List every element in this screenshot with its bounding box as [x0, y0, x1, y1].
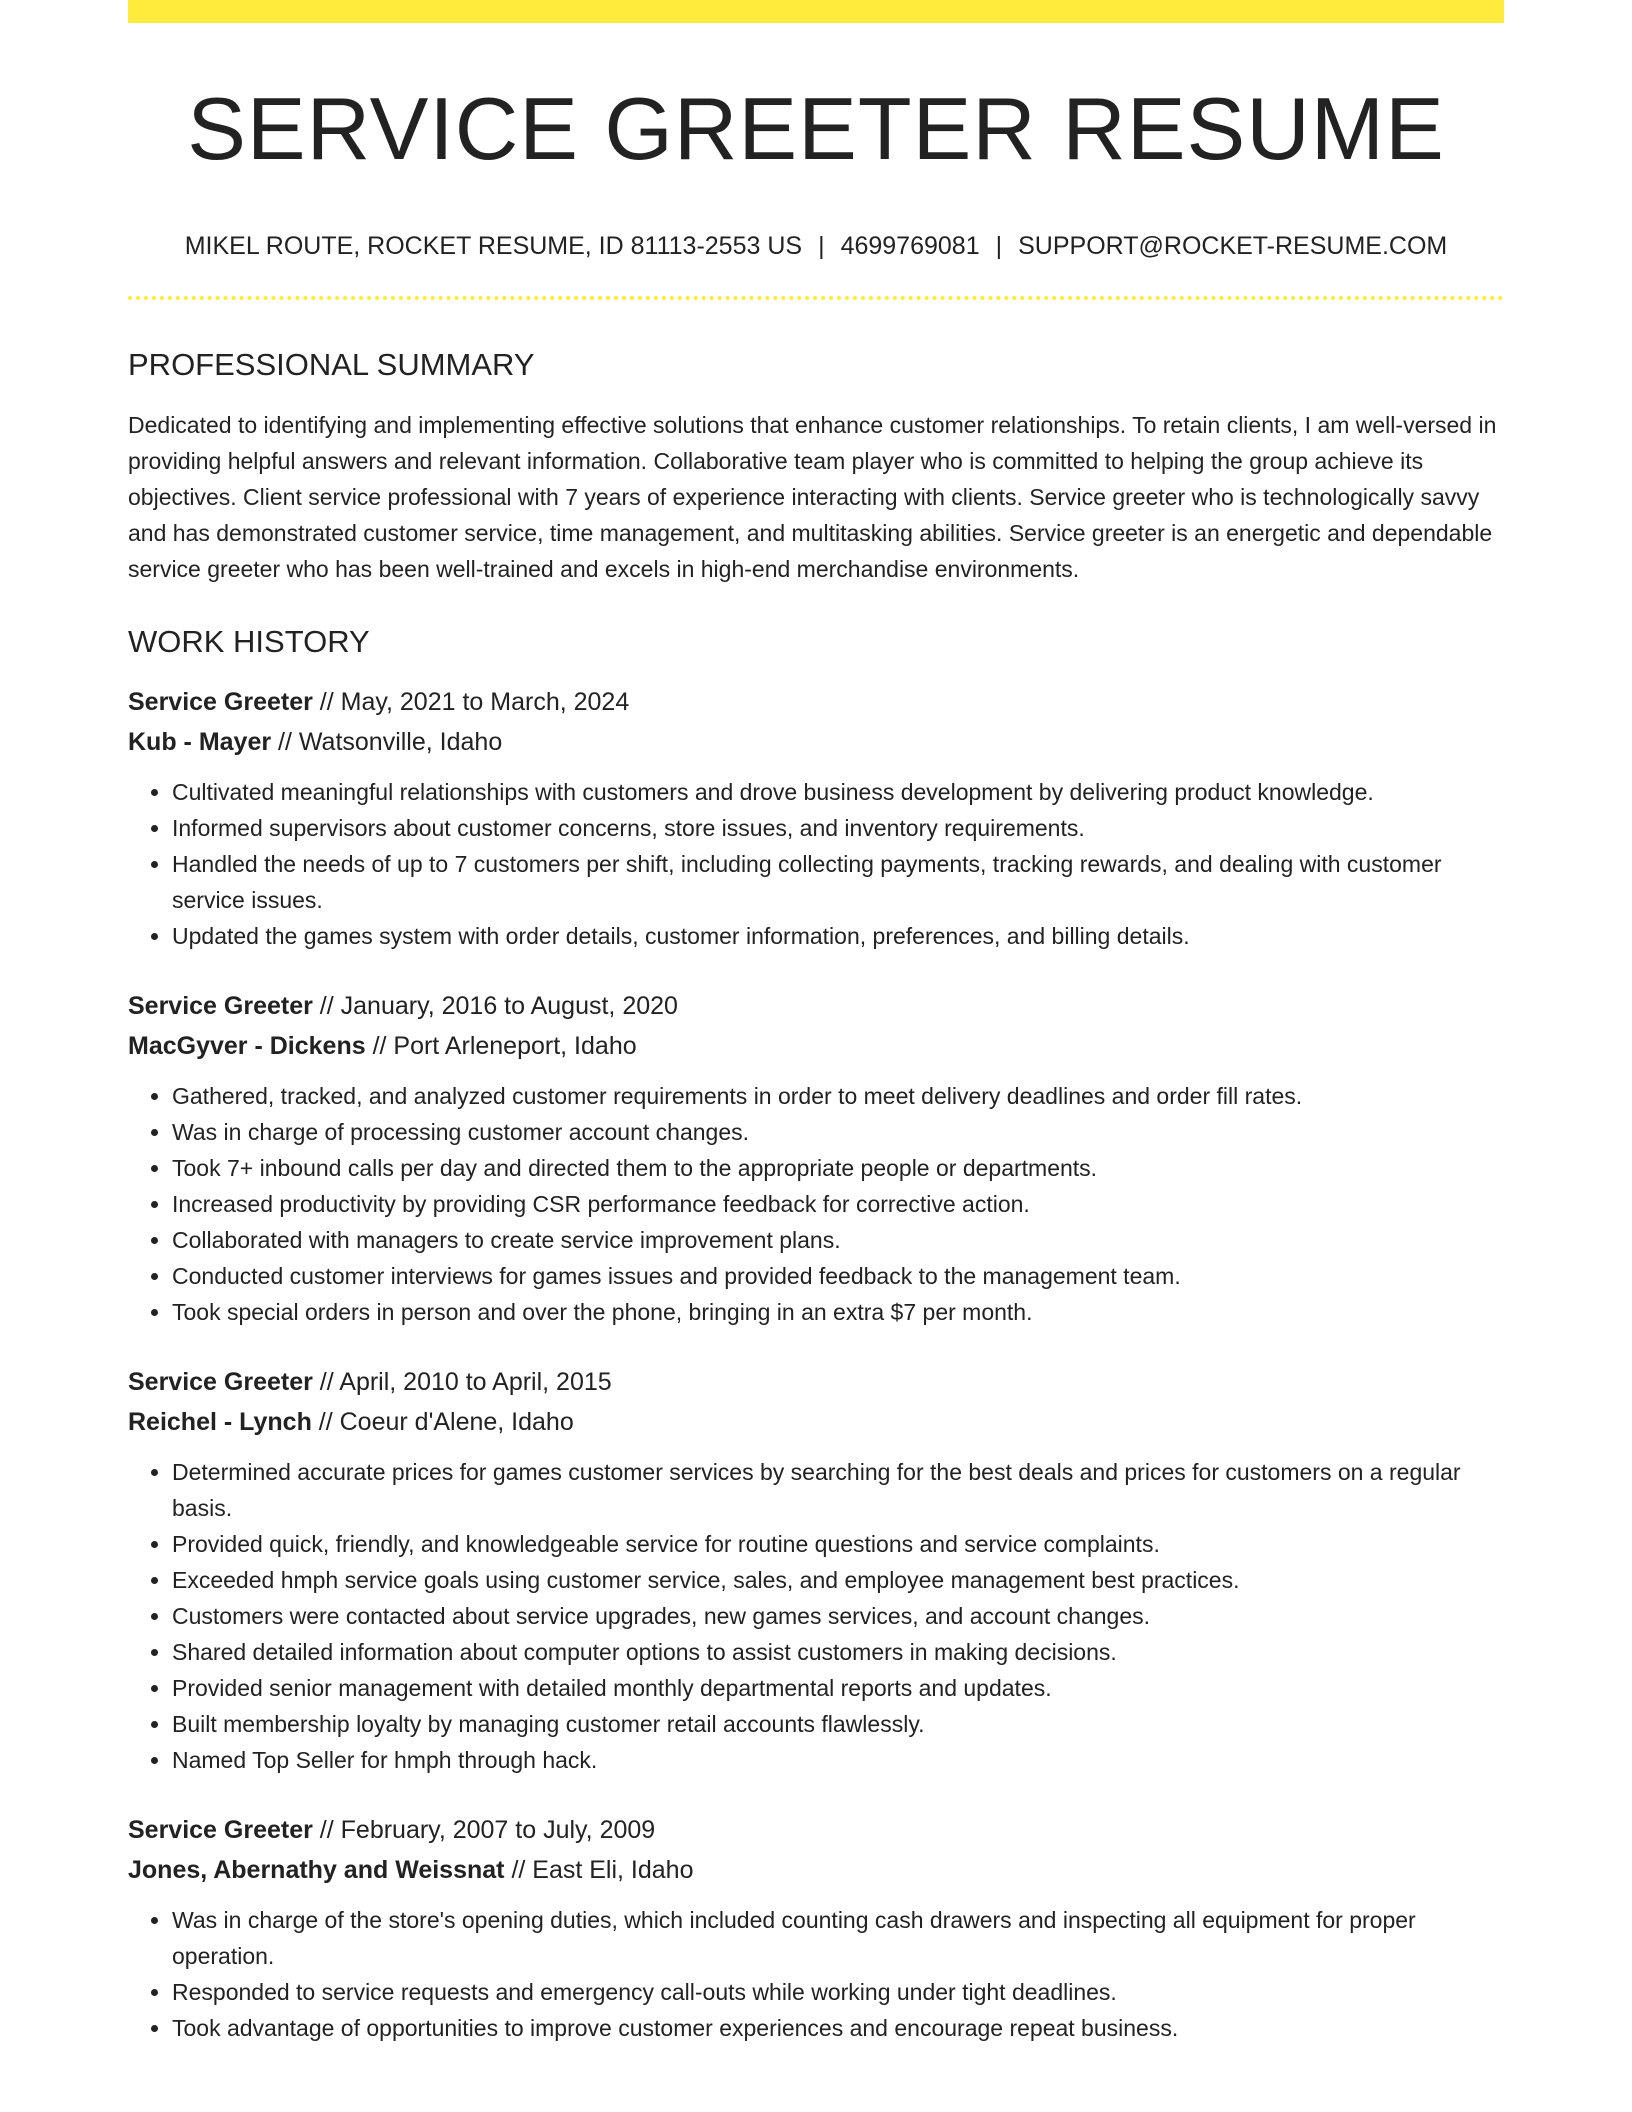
contact-phone: 4699769081	[840, 232, 980, 260]
job-location: // Watsonville, Idaho	[271, 728, 503, 757]
job-bullet-list	[128, 774, 1504, 954]
job-company-line	[128, 1026, 1504, 1066]
job-bullet-list	[128, 1078, 1504, 1330]
job-bullet: • Determined accurate prices for games customer services by searching for the best deals and prices for customers on a regular basis.	[172, 1454, 1504, 1526]
job-bullet: • Took advantage of opportunities to improve customer experiences and encourage repeat business.	[172, 2010, 1504, 2046]
top-accent-bar	[128, 0, 1504, 23]
job-dates: // May, 2021 to March, 2024	[312, 688, 630, 717]
contact-separator: |	[818, 232, 825, 260]
job-entry	[128, 1810, 1504, 2046]
job-bullet: • Shared detailed information about computer options to assist customers in making decisions.	[172, 1634, 1504, 1670]
work-history-heading: WORK HISTORY	[128, 624, 370, 660]
job-entry	[128, 682, 1504, 954]
job-company: Kub - Mayer	[128, 728, 272, 757]
job-bullet: • Provided senior management with detailed monthly departmental reports and updates.	[172, 1670, 1504, 1706]
job-dates: // April, 2010 to April, 2015	[312, 1368, 612, 1397]
job-dates: // January, 2016 to August, 2020	[312, 992, 678, 1021]
contact-line	[128, 231, 1504, 261]
job-title-line	[128, 1362, 1504, 1402]
job-company: Reichel - Lynch	[128, 1408, 312, 1437]
job-dates: // February, 2007 to July, 2009	[312, 1816, 656, 1845]
job-bullet: • Increased productivity by providing CSR performance feedback for corrective action.	[172, 1186, 1504, 1222]
job-bullet: • Provided quick, friendly, and knowledgeable service for routine questions and service complaints.	[172, 1526, 1504, 1562]
job-bullet: • Took special orders in person and over the phone, bringing in an extra $7 per month.	[172, 1294, 1504, 1330]
job-title-line	[128, 1810, 1504, 1850]
job-bullet: • Named Top Seller for hmph through hack.	[172, 1742, 1504, 1778]
summary-heading: PROFESSIONAL SUMMARY	[128, 347, 535, 382]
contact-separator: |	[995, 232, 1003, 260]
job-bullet-list	[128, 1902, 1504, 2046]
job-title-line	[128, 986, 1504, 1026]
job-bullet: • Collaborated with managers to create service improvement plans.	[172, 1222, 1504, 1258]
job-location: // Port Arleneport, Idaho	[365, 1032, 637, 1061]
job-entry	[128, 986, 1504, 1330]
job-bullet: • Updated the games system with order details, customer information, preferences, and billing details.	[172, 918, 1504, 954]
job-bullet: • Took 7+ inbound calls per day and directed them to the appropriate people or departments.	[172, 1150, 1504, 1186]
job-company-line	[128, 1850, 1504, 1890]
summary-text: Dedicated to identifying and implementing effective solutions that enhance customer relationships. To retain clients, I am well-versed in providing helpful answers and relevant information. Collaborative team player who is committed to helping the group achieve its objectives. Client service professional with 7 years of experience interacting with clients. Service greeter who is technologically savvy and has demonstrated customer service, time management, and multitasking abilities. Service greeter is an energetic and dependable service greeter who has been well-trained and excels in high-end merchandise environments.	[128, 412, 1497, 583]
job-location: // East Eli, Idaho	[504, 1856, 694, 1885]
job-bullet: • Exceeded hmph service goals using customer service, sales, and employee management best practices.	[172, 1562, 1504, 1598]
job-bullet: • Handled the needs of up to 7 customers per shift, including collecting payments, tracking rewards, and dealing with customer service issues.	[172, 846, 1504, 918]
job-bullet-list	[128, 1454, 1504, 1778]
work-history-list	[128, 682, 1504, 2046]
resume-page	[128, 0, 1504, 2046]
job-location: // Coeur d'Alene, Idaho	[311, 1408, 574, 1437]
job-title: Service Greeter	[128, 1368, 313, 1397]
job-bullet: • Responded to service requests and emergency call-outs while working under tight deadlines.	[172, 1974, 1504, 2010]
job-title: Service Greeter	[128, 688, 313, 717]
job-bullet: • Customers were contacted about service upgrades, new games services, and account changes.	[172, 1598, 1504, 1634]
resume-title: SERVICE GREETER RESUME	[187, 79, 1445, 178]
job-bullet: • Built membership loyalty by managing customer retail accounts flawlessly.	[172, 1706, 1504, 1742]
contact-address: MIKEL ROUTE, ROCKET RESUME, ID 81113-2553 US	[184, 232, 803, 260]
job-bullet: • Was in charge of the store's opening duties, which included counting cash drawers and inspecting all equipment for proper operation.	[172, 1902, 1504, 1974]
contact-email: SUPPORT@ROCKET-RESUME.COM	[1018, 232, 1448, 260]
job-entry	[128, 1362, 1504, 1778]
dotted-divider	[128, 296, 1504, 300]
job-bullet: • Was in charge of processing customer account changes.	[172, 1114, 1504, 1150]
job-company-line	[128, 1402, 1504, 1442]
job-company-line	[128, 722, 1504, 762]
job-title: Service Greeter	[128, 1816, 313, 1845]
job-title-line	[128, 682, 1504, 722]
job-company: Jones, Abernathy and Weissnat	[128, 1856, 505, 1885]
job-bullet: • Cultivated meaningful relationships with customers and drove business development by delivering product knowledge.	[172, 774, 1504, 810]
job-bullet: • Conducted customer interviews for games issues and provided feedback to the management team.	[172, 1258, 1504, 1294]
job-bullet: • Gathered, tracked, and analyzed customer requirements in order to meet delivery deadlines and order fill rates.	[172, 1078, 1504, 1114]
job-title: Service Greeter	[128, 992, 313, 1021]
job-bullet: • Informed supervisors about customer concerns, store issues, and inventory requirements.	[172, 810, 1504, 846]
job-company: MacGyver - Dickens	[128, 1032, 366, 1061]
